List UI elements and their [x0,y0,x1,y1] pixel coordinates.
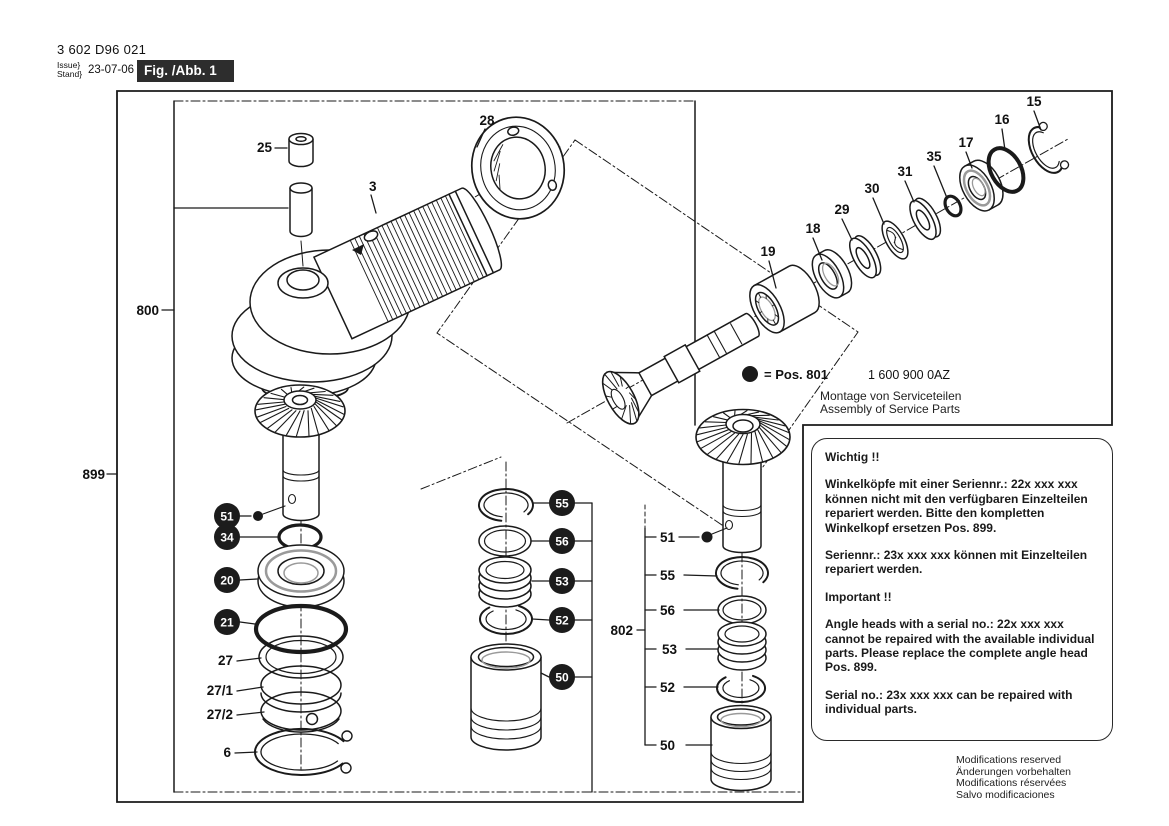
piston-50 [471,644,541,750]
callout-19: 19 [760,244,776,259]
document-number: 3 602 D96 021 [57,42,147,57]
legend-pos-801: = Pos. 801 [764,367,828,382]
piston-ring-56 [479,526,531,556]
callout-27: 27 [217,653,233,668]
callout-27-2: 27/2 [206,707,233,722]
callout-56: 56 [555,534,569,549]
notice-title-de: Wichtig !! [825,450,880,464]
callout-17: 17 [958,135,974,150]
callout-35: 35 [926,149,942,164]
legend-note-de: Montage von Serviceteilen [820,389,962,403]
notice-para-en-2: Serial no.: 23x xxx xxx can be repaired with individual parts. [825,687,1073,717]
circlip-6 [255,729,352,775]
callout-16: 16 [994,112,1010,127]
callout-50: 50 [555,670,569,685]
callout-52: 52 [555,613,569,628]
important-notice-box [811,438,1113,741]
spring-washer-30 [877,217,913,262]
modifications-line-es: Salvo modificaciones [956,788,1055,801]
bevel-gear-left [255,385,345,521]
callout-51-right: 51 [660,530,676,545]
callout-25: 25 [256,140,272,155]
callout-6: 6 [223,745,231,760]
callout-52-right: 52 [660,680,676,695]
washer-31 [905,194,946,243]
callout-15: 15 [1026,94,1042,109]
issue-label: Issue} [57,60,81,70]
callout-31: 31 [897,164,913,179]
callout-55-right: 55 [660,568,676,583]
callout-802: 802 [610,623,633,638]
notice-para-de-1: Winkelköpfe mit einer Seriennr.: 22x xxx xxx können nicht mit den verfügbaren Einzelteilen repariert werden. Bitte den kompletten Winkelkopf ersetzen Pos. 899. [825,477,1088,535]
callout-53: 53 [555,574,569,589]
bevel-gear-right [696,410,790,553]
issue-date: 23-07-06 [88,64,135,76]
legend-order-number: 1 600 900 0AZ [868,368,951,382]
callout-29: 29 [834,202,850,217]
callout-34: 34 [220,530,234,545]
notice-para-en-1: Angle heads with a serial no.: 22x xxx xxx cannot be repaired with the available individual parts. Please replace the complete angle head Pos. 899. [825,617,1095,675]
modifications-line-fr: Modifications réservées [956,777,1067,789]
spring-53-right [718,622,766,670]
callout-56-right: 56 [660,603,676,618]
stand-label: Stand} [57,69,83,79]
bushing-25 [289,134,313,167]
callout-50-right: 50 [660,738,676,753]
threaded-barrel [314,184,508,338]
callout-800: 800 [136,303,159,318]
callout-21: 21 [220,615,234,630]
notice-title-en: Important !! [825,589,892,604]
ball-bearing-20 [258,545,344,607]
callout-55: 55 [555,496,569,511]
spring-53 [479,557,531,607]
callout-18: 18 [805,221,821,236]
steel-ball-51 [253,511,263,521]
callout-53-right: 53 [662,642,678,657]
steel-ball-51-right [702,532,713,543]
callout-28: 28 [479,113,495,128]
callout-51: 51 [220,509,234,524]
modifications-line-de: Änderungen vorbehalten [956,765,1072,778]
issue-stand-label [57,61,82,79]
circlip-15 [1021,121,1070,180]
modifications-line-en: Modifications reserved [956,754,1062,766]
modifications-note [956,755,1071,801]
piston-50-right [711,706,771,791]
callout-27-1: 27/1 [206,683,233,698]
o-ring-35 [942,193,964,218]
pos-801-dot-icon [742,366,758,382]
callout-3: 3 [369,179,377,194]
figure-label-badge: Fig. /Abb. 1 [137,60,234,82]
callout-20: 20 [220,573,234,588]
snap-ring-52-right [717,676,765,702]
callout-899: 899 [82,467,105,482]
callout-30: 30 [864,181,880,196]
legend-note-en: Assembly of Service Parts [820,402,961,416]
notice-para-de-2: Seriennr.: 23x xxx xxx können mit Einzelteilen repariert werden. [825,548,1088,577]
